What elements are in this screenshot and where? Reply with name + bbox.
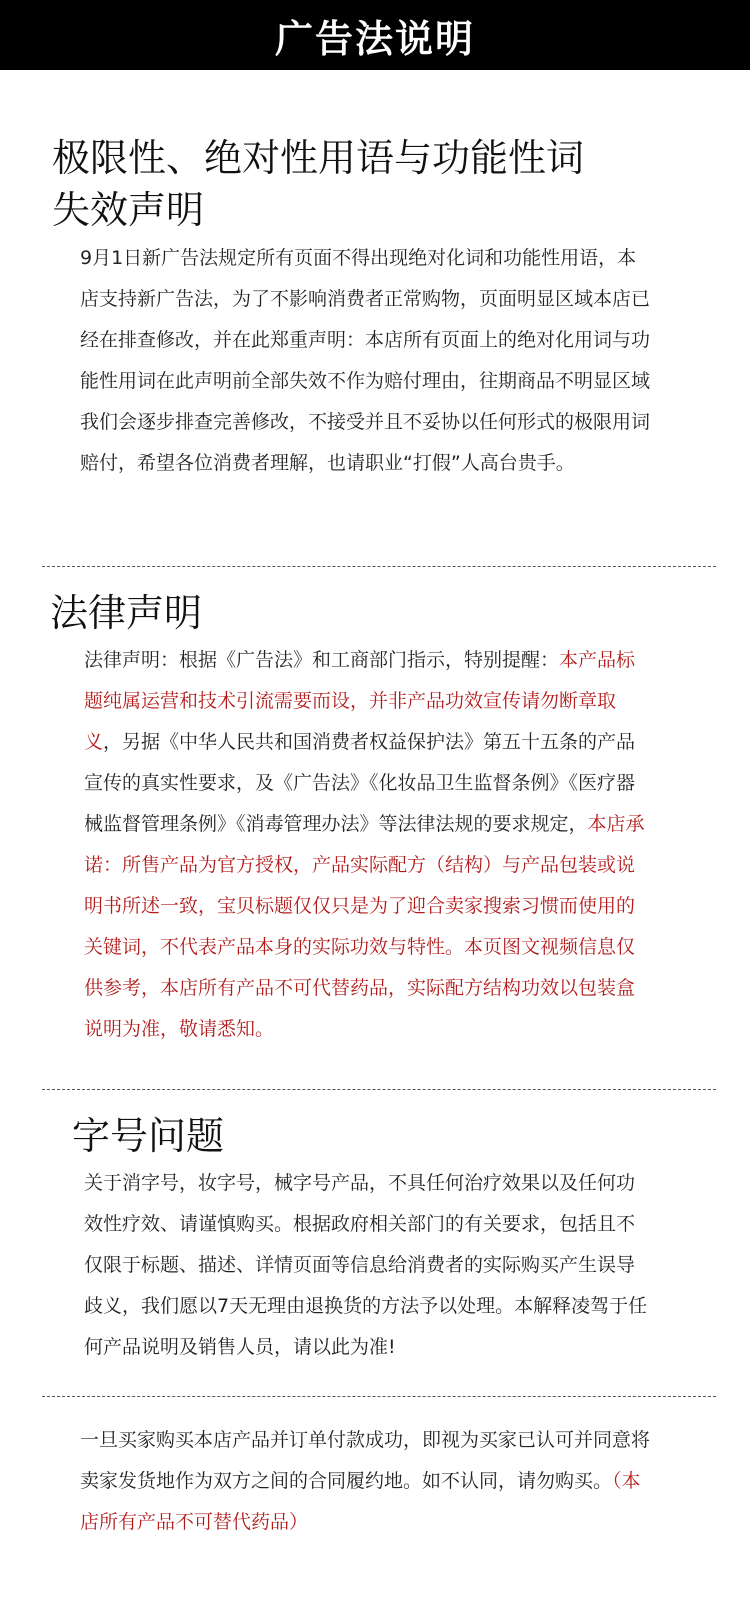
section4-body-note: （本店所有产品不可替代药品）: [80, 1470, 641, 1533]
page-title: 广告法说明: [274, 16, 475, 61]
section2-body-laws: ，另据《中华人民共和国消费者权益保护法》第五十五条的产品宣传的真实性要求，及《广告法》《化妆品卫生监督条例》《医疗器械监督管理条例》《消毒管理办法》等法律法规的要求规定，: [84, 731, 636, 835]
section4-body-text: 一旦买家购买本店产品并订单付款成功，即视为买家已认可并同意将卖家发货地作为双方之间的合同履约地。如不认同，请勿购买。: [80, 1429, 651, 1492]
section2-body: [84, 640, 648, 1050]
divider-1: [42, 566, 716, 567]
section3-body: 关于消字号，妆字号，械字号产品，不具任何治疗效果以及任何功效性疗效、请谨慎购买。根据政府相关部门的有关要求，包括且不仅限于标题、描述、详情页面等信息给消费者的实际购买产生误导歧义，我们愿以7天无理由退换货的方法予以处理。本解释凌驾于任何产品说明及销售人员，请以此为准!: [84, 1172, 648, 1358]
section1-title-line2: 失效声明: [52, 188, 205, 232]
section1-body: 9月1日新广告法规定所有页面不得出现绝对化词和功能性用语，本店支持新广告法，为了不影响消费者正常购物，页面明显区域本店已经在排查修改，并在此郑重声明：本店所有页面上的绝对化用词与功能性用词在此声明前全部失效不作为赔付理由，往期商品不明显区域我们会逐步排查完善修改，不接受并且不妥协以任何形式的极限用词赔付，希望各位消费者理解，也请职业“打假”人高台贵手。: [80, 247, 651, 474]
section2-body-warning: 本产品标题纯属运营和技术引流需要而设，并非产品功效宣传请勿断章取义: [84, 649, 636, 753]
divider-3: [42, 1396, 716, 1397]
section2-body-promise: 本店承诺：所售产品为官方授权，产品实际配方（结构）与产品包装或说明书所述一致，宝贝标题仅仅只是为了迎合卖家搜索习惯而使用的关键词，不代表产品本身的实际功效与特性。本页图文视频信息仅供参考，本店所有产品不可代替药品，实际配方结构功效以包装盒说明为准，敬请悉知。: [84, 813, 645, 1040]
divider-2: [42, 1089, 716, 1090]
section2-title: 法律声明: [50, 591, 203, 635]
section1-title-line1: 极限性、绝对性用语与功能性词: [52, 136, 585, 180]
section2-body-intro: 法律声明：根据《广告法》和工商部门指示，特别提醒：: [84, 649, 560, 671]
page-header: [0, 0, 750, 70]
section4-body: [80, 1420, 654, 1543]
section3-title: 字号问题: [72, 1114, 225, 1158]
